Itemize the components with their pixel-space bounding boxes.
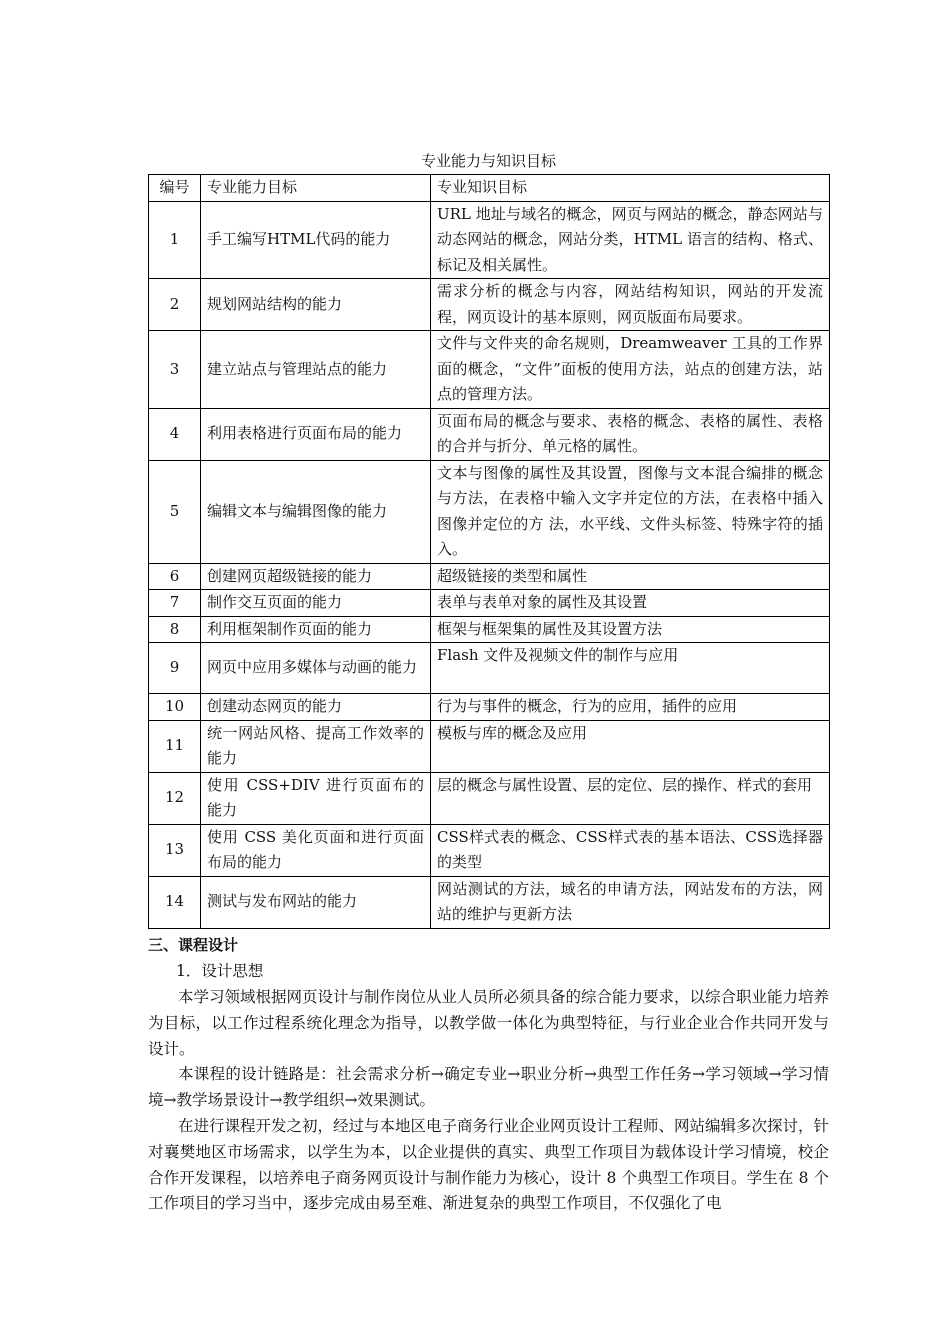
knowledge-cell: 行为与事件的概念，行为的应用，插件的应用 <box>431 694 830 721</box>
ability-cell: 利用表格进行页面布局的能力 <box>201 408 431 460</box>
ability-cell: 创建网页超级链接的能力 <box>201 563 431 590</box>
ability-cell: 编辑文本与编辑图像的能力 <box>201 460 431 563</box>
paragraph: 本课程的设计链路是：社会需求分析→确定专业→职业分析→典型工作任务→学习领域→学习情境→教学场景设计→教学组织→效果测试。 <box>148 1065 829 1110</box>
row-number: 14 <box>149 876 201 928</box>
ability-cell: 测试与发布网站的能力 <box>201 876 431 928</box>
knowledge-cell: 网站测试的方法，域名的申请方法，网站发布的方法，网站的维护与更新方法 <box>431 876 830 928</box>
paragraph: 在进行课程开发之初，经过与本地区电子商务行业企业网页设计工程师、网站编辑多次探讨，针对襄樊地区市场需求，以学生为本，以企业提供的真实、典型工作项目为载体设计学习情境，校企合作开发课程，以培养电子商务网页设计与制作能力为核心，设计 8 个典型工作项目。学生在 8 个工作项目的学习当中，逐步完成由易至难、渐进复杂的典型工作项目，不仅强化了电 <box>148 1116 830 1213</box>
row-number: 7 <box>149 590 201 617</box>
knowledge-cell: 表单与表单对象的属性及其设置 <box>431 590 830 617</box>
row-number: 10 <box>149 694 201 721</box>
ability-cell: 创建动态网页的能力 <box>201 694 431 721</box>
knowledge-cell: 层的概念与属性设置、层的定位、层的操作、样式的套用 <box>431 772 830 824</box>
paragraph: 本学习领域根据网页设计与制作岗位从业人员所必须具备的综合能力要求，以综合职业能力培养为目标，以工作过程系统化理念为指导，以教学做一体化为典型特征，与行业企业合作共同开发与设计。 <box>148 988 830 1058</box>
table-row <box>149 590 830 617</box>
row-number: 3 <box>149 331 201 409</box>
row-number: 4 <box>149 408 201 460</box>
knowledge-cell: 文本与图像的属性及其设置，图像与文本混合编排的概念与方法，在表格中输入文字并定位的方法，在表格中插入图像并定位的方 法，水平线、文件头标签、特殊字符的插入。 <box>431 460 830 563</box>
table-row <box>149 876 830 928</box>
knowledge-cell: 页面布局的概念与要求、表格的概念、表格的属性、表格的合并与折分、单元格的属性。 <box>431 408 830 460</box>
body-text <box>148 985 829 1217</box>
knowledge-cell: URL 地址与域名的概念，网页与网站的概念，静态网站与动态网站的概念，网站分类，HTML 语言的结构、格式、标记及相关属性。 <box>431 201 830 279</box>
row-number: 12 <box>149 772 201 824</box>
knowledge-cell: Flash 文件及视频文件的制作与应用 <box>431 643 830 694</box>
ability-cell: 制作交互页面的能力 <box>201 590 431 617</box>
table-row <box>149 563 830 590</box>
knowledge-cell: 框架与框架集的属性及其设置方法 <box>431 616 830 643</box>
ability-cell: 统一网站风格、提高工作效率的能力 <box>201 720 431 772</box>
table-row <box>149 694 830 721</box>
table-row <box>149 772 830 824</box>
section-heading: 三、课程设计 <box>148 936 239 954</box>
knowledge-cell: 超级链接的类型和属性 <box>431 563 830 590</box>
table-header-row <box>149 175 830 202</box>
knowledge-cell: 文件与文件夹的命名规则，Dreamweaver 工具的工作界面的概念，“文件”面板的使用方法，站点的创建方法，站点的管理方法。 <box>431 331 830 409</box>
table-caption: 专业能力与知识目标 <box>420 152 556 170</box>
knowledge-cell: CSS样式表的概念、CSS样式表的基本语法、CSS选择器的类型 <box>431 824 830 876</box>
table-row <box>149 408 830 460</box>
table-row <box>149 720 830 772</box>
knowledge-cell: 需求分析的概念与内容，网站结构知识，网站的开发流程，网页设计的基本原则，网页版面布局要求。 <box>431 279 830 331</box>
sub-heading: 1．设计思想 <box>176 962 264 980</box>
row-number: 6 <box>149 563 201 590</box>
row-number: 8 <box>149 616 201 643</box>
row-number: 2 <box>149 279 201 331</box>
header-knowledge: 专业知识目标 <box>431 175 830 202</box>
ability-knowledge-table <box>148 174 830 929</box>
table-row <box>149 279 830 331</box>
knowledge-cell: 模板与库的概念及应用 <box>431 720 830 772</box>
table-row <box>149 201 830 279</box>
row-number: 5 <box>149 460 201 563</box>
ability-cell: 网页中应用多媒体与动画的能力 <box>201 643 431 694</box>
row-number: 1 <box>149 201 201 279</box>
ability-cell: 规划网站结构的能力 <box>201 279 431 331</box>
table-row <box>149 460 830 563</box>
table-row <box>149 643 830 694</box>
row-number: 13 <box>149 824 201 876</box>
ability-cell: 使用 CSS 美化页面和进行页面布局的能力 <box>201 824 431 876</box>
row-number: 11 <box>149 720 201 772</box>
ability-cell: 利用框架制作页面的能力 <box>201 616 431 643</box>
header-ability: 专业能力目标 <box>201 175 431 202</box>
table-row <box>149 616 830 643</box>
ability-cell: 手工编写HTML代码的能力 <box>201 201 431 279</box>
table-row <box>149 331 830 409</box>
row-number: 9 <box>149 643 201 694</box>
ability-cell: 建立站点与管理站点的能力 <box>201 331 431 409</box>
table-row <box>149 824 830 876</box>
header-number: 编号 <box>149 175 201 202</box>
ability-cell: 使用 CSS+DIV 进行页面布的能力 <box>201 772 431 824</box>
